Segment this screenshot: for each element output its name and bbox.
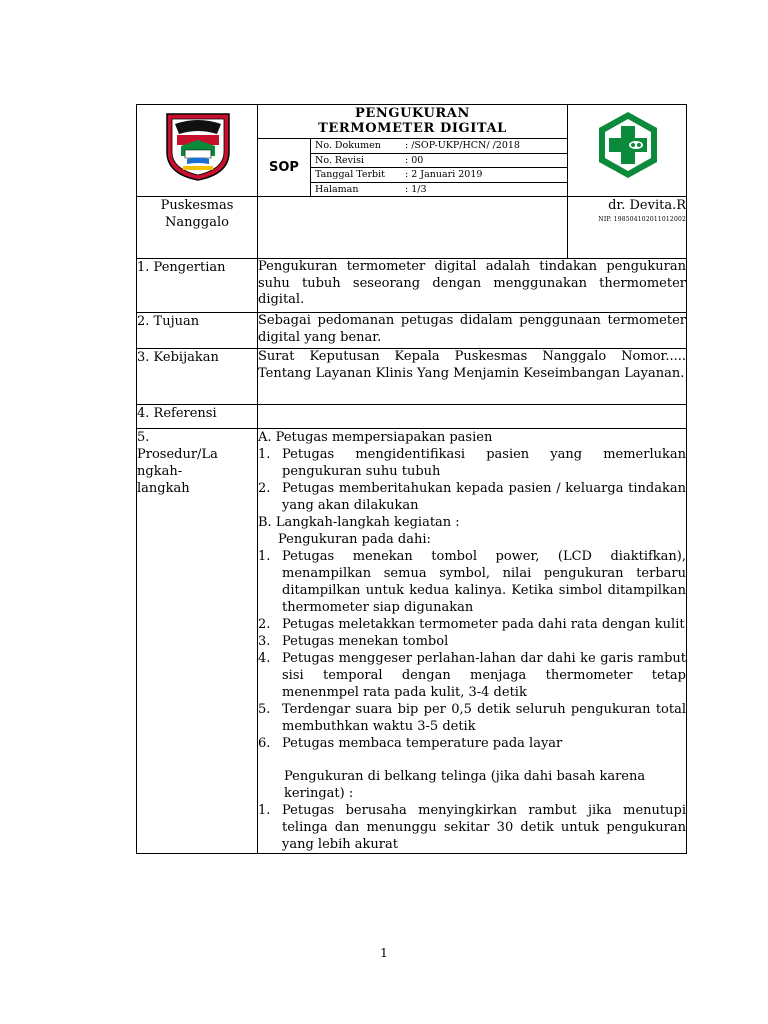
list-item: 1. Petugas mengidentifikasi pasien yang memerlukan pengukuran suhu tubuh — [258, 447, 686, 479]
list-item: 5. Terdengar suara bip per 0,5 detik seluruh pengukuran total membuthkan waktu 3-5 detik — [258, 702, 686, 734]
pengertian-text: Pengukuran termometer digital adalah tindakan pengukuran suhu tubuh seseorang dengan menggunakan thermometer digital. — [258, 259, 687, 313]
subheading-telinga: Pengukuran di belkang telinga (jika dahi basah karena keringat) : — [284, 769, 646, 801]
meta-issue-date: Tanggal Terbit : 2 Januari 2019 — [311, 168, 567, 183]
title-cell — [258, 105, 568, 197]
document-title: PENGUKURAN TERMOMETER DIGITAL — [318, 106, 507, 136]
region-logo-cell — [137, 105, 258, 197]
document-meta — [258, 138, 567, 196]
prosedur-label: 5. Prosedur/La ngkah- langkah — [137, 429, 258, 854]
section-c-list — [258, 802, 686, 853]
kebijakan-label: 3. Kebijakan — [137, 349, 258, 405]
section-a-heading: A. Petugas mempersiapakan pasien — [258, 430, 493, 445]
sop-label: SOP — [258, 138, 311, 196]
padang-city-logo-icon — [165, 112, 231, 182]
meta-revision: No. Revisi : 00 — [311, 154, 567, 169]
doctor-signature — [568, 197, 687, 259]
list-item: 3. Petugas menekan tombol — [258, 634, 449, 649]
tujuan-text: Sebagai pedomanan petugas didalam penggunaan termometer digital yang benar. — [258, 313, 687, 349]
list-item: 1. Petugas berusaha menyingkirkan rambut jika menutupi telinga dan menunggu sekitar 30 detik untuk pengukuran yang lebih akurat — [258, 803, 686, 852]
tujuan-label: 2. Tujuan — [137, 313, 258, 349]
puskesmas-logo-icon — [592, 109, 664, 181]
sop-table — [136, 104, 687, 854]
referensi-text — [258, 405, 687, 429]
list-item: 4. Petugas menggeser perlahan-lahan dar dahi ke garis rambut sisi temporal dengan menjaga thermometer tetap menenmpel rata pada kulit, 3-4 detik — [258, 651, 686, 700]
doctor-nip: NIP. 198504102011012002 — [598, 216, 686, 223]
referensi-label: 4. Referensi — [137, 405, 258, 429]
signature-blank — [258, 197, 568, 259]
prosedur-content — [258, 429, 687, 854]
doctor-name: dr. Devita.R — [608, 198, 686, 213]
list-item: 1. Petugas menekan tombol power, (LCD diaktifkan), menampilkan semua symbol, nilai pengukuran terbaru ditampilkan untuk kedua kalinya. Ketika simbol ditampilkan thermometer siap digunakan — [258, 549, 686, 615]
section-b-list — [258, 548, 686, 752]
meta-doc-number: No. Dokumen : /SOP-UKP/HCN/ /2018 — [311, 139, 567, 154]
puskesmas-name: Puskesmas Nanggalo — [137, 197, 258, 259]
subheading-dahi: Pengukuran pada dahi: — [278, 532, 431, 547]
list-item: 2. Petugas meletakkan termometer pada dahi rata dengan kulit — [258, 617, 685, 632]
list-item: 6. Petugas membaca temperature pada layar — [258, 736, 563, 751]
kebijakan-text: Surat Keputusan Kepala Puskesmas Nanggalo Nomor..... Tentang Layanan Klinis Yang Menjamin Keseimbangan Layanan. — [258, 349, 687, 405]
page-number: 1 — [380, 946, 388, 960]
pengertian-label: 1. Pengertian — [137, 259, 258, 313]
meta-page: Halaman : 1/3 — [315, 183, 427, 195]
section-b-heading: B. Langkah-langkah kegiatan : — [258, 515, 460, 530]
list-item: 2. Petugas memberitahukan kepada pasien / keluarga tindakan yang akan dilakukan — [258, 481, 686, 513]
section-a-list — [258, 446, 686, 514]
health-logo-cell — [568, 105, 687, 197]
